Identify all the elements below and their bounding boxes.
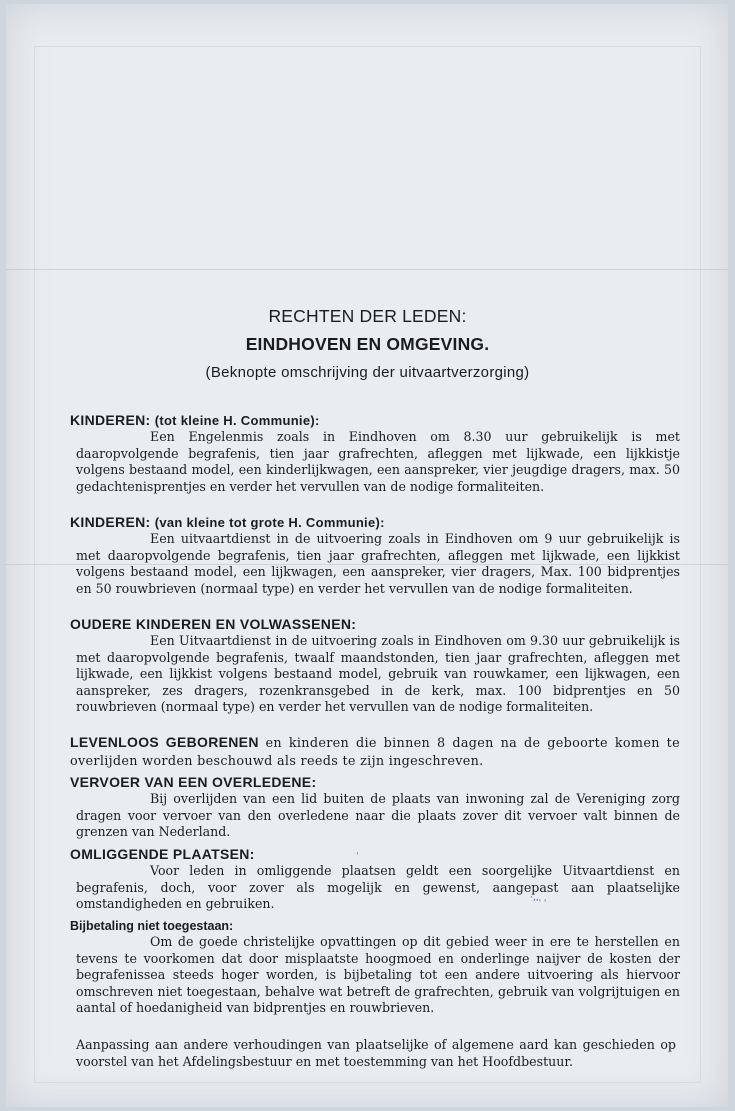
section-vervoer — [70, 774, 680, 841]
section-text: Voor leden in omliggende plaatsen geldt een soorgelijke Uitvaartdienst en begrafenis, doch, voor zover als mogelijk en gewenst, aangepast aan plaatselijke omstandigheden en gebruiken. — [76, 863, 680, 912]
section-title: LEVENLOOS GEBORENEN — [70, 734, 259, 750]
section-title: VERVOER VAN EEN OVERLEDENE: — [70, 774, 317, 790]
section-title: OMLIGGENDE PLAATSEN: — [70, 846, 255, 862]
section-bijbetaling — [70, 918, 680, 1017]
pen-mark: ·‚‚ˌ ˌ — [530, 893, 547, 903]
page-subtitle: (Beknopte omschrijving der uitvaartverzorging) — [205, 364, 530, 381]
section-title-extra: en kinderen die binnen 8 dagen na de geboorte komen te overlijden worden beschouwd als reeds te zijn ingeschreven. — [70, 736, 680, 769]
section-text: Een Uitvaartdienst in de uitvoering zoals in Eindhoven om 9.30 uur gebruikelijk is met daaropvolgende begrafenis, twaalf maandstonden, tien jaar grafrechten, afleggen met lijkwade, een lijkkist volgens bestaand model, gebruik van rouwkamer, een lijkwagen, een aanspreker, zes dragers, rozenkransgebed in de kerk, max. 100 bidprentjes en 50 rouwbrieven (normaal type) en verder het vervullen van de nodige formaliteiten. — [76, 633, 680, 715]
section-kinderen-groot — [70, 514, 680, 597]
section-title: OUDERE KINDEREN EN VOLWASSENEN: — [70, 616, 357, 632]
section-title-extra: (tot kleine H. Communie): — [154, 413, 320, 428]
section-title: Bijbetaling niet toegestaan: — [70, 919, 234, 933]
section-text: Een Engelenmis zoals in Eindhoven om 8.30 uur gebruikelijk is met daaropvolgende begrafenis, tien jaar grafrechten, afleggen met lijkwade, een lijkkistje volgens bestaand model, een kinderlijkwagen, een aanspreker, vier jeugdige dragers, max. 50 gedachtenisprentjes en verder het vervullen van de nodige formaliteiten. — [76, 429, 680, 494]
section-text: Een uitvaartdienst in de uitvoering zoals in Eindhoven om 9 uur gebruikelijk is met daaropvolgende begrafenis, tien jaar grafrechten, afleggen met lijkwade, een lijkkist volgens bestaand model, een lijkwagen, een aanspreker, vier dragers, Max. 100 bidprentjes en 50 rouwbrieven (normaal type) en verder het vervullen van de nodige formaliteiten. — [76, 531, 680, 596]
page-title-line2: EINDHOVEN EN OMGEVING. — [245, 334, 490, 354]
section-text: Bij overlijden van een lid buiten de plaats van inwoning zal de Vereniging zorg dragen voor vervoer van den overledene naar die plaats zover dit vervoer valt binnen de grenzen van Nederland. — [76, 791, 680, 840]
pen-mark: ˌ — [356, 846, 359, 856]
section-volwassenen — [70, 616, 680, 716]
section-title: KINDEREN: — [70, 412, 151, 428]
section-omliggende — [70, 846, 680, 913]
section-levenloos — [70, 734, 680, 770]
page-title: RECHTEN DER LEDEN: — [268, 306, 467, 326]
section-text: Om de goede christelijke opvattingen op dit gebied weer in ere te herstellen en tevens te voorkomen dat door misplaatste hoogmoed en onderlinge naijver de kosten der begrafenissea steeds hoger worden, is bijbetaling tot een andere uitvoering als hiervoor omschreven niet toegestaan, behalve wat betreft de grafrechten, gebruik van volgrijtuigen en aantal of hoedanigheid van bidprentjes en rouwbrieven. — [76, 934, 680, 1016]
section-kinderen-klein — [70, 412, 680, 495]
footer-text: Aanpassing aan andere verhoudingen van plaatselijke of algemene aard kan geschieden op voorstel van het Afdelingsbestuur en met toestemming van het Hoofdbestuur. — [76, 1037, 676, 1069]
section-title: KINDEREN: — [70, 514, 151, 530]
section-title-extra: (van kleine tot grote H. Communie): — [154, 515, 385, 530]
